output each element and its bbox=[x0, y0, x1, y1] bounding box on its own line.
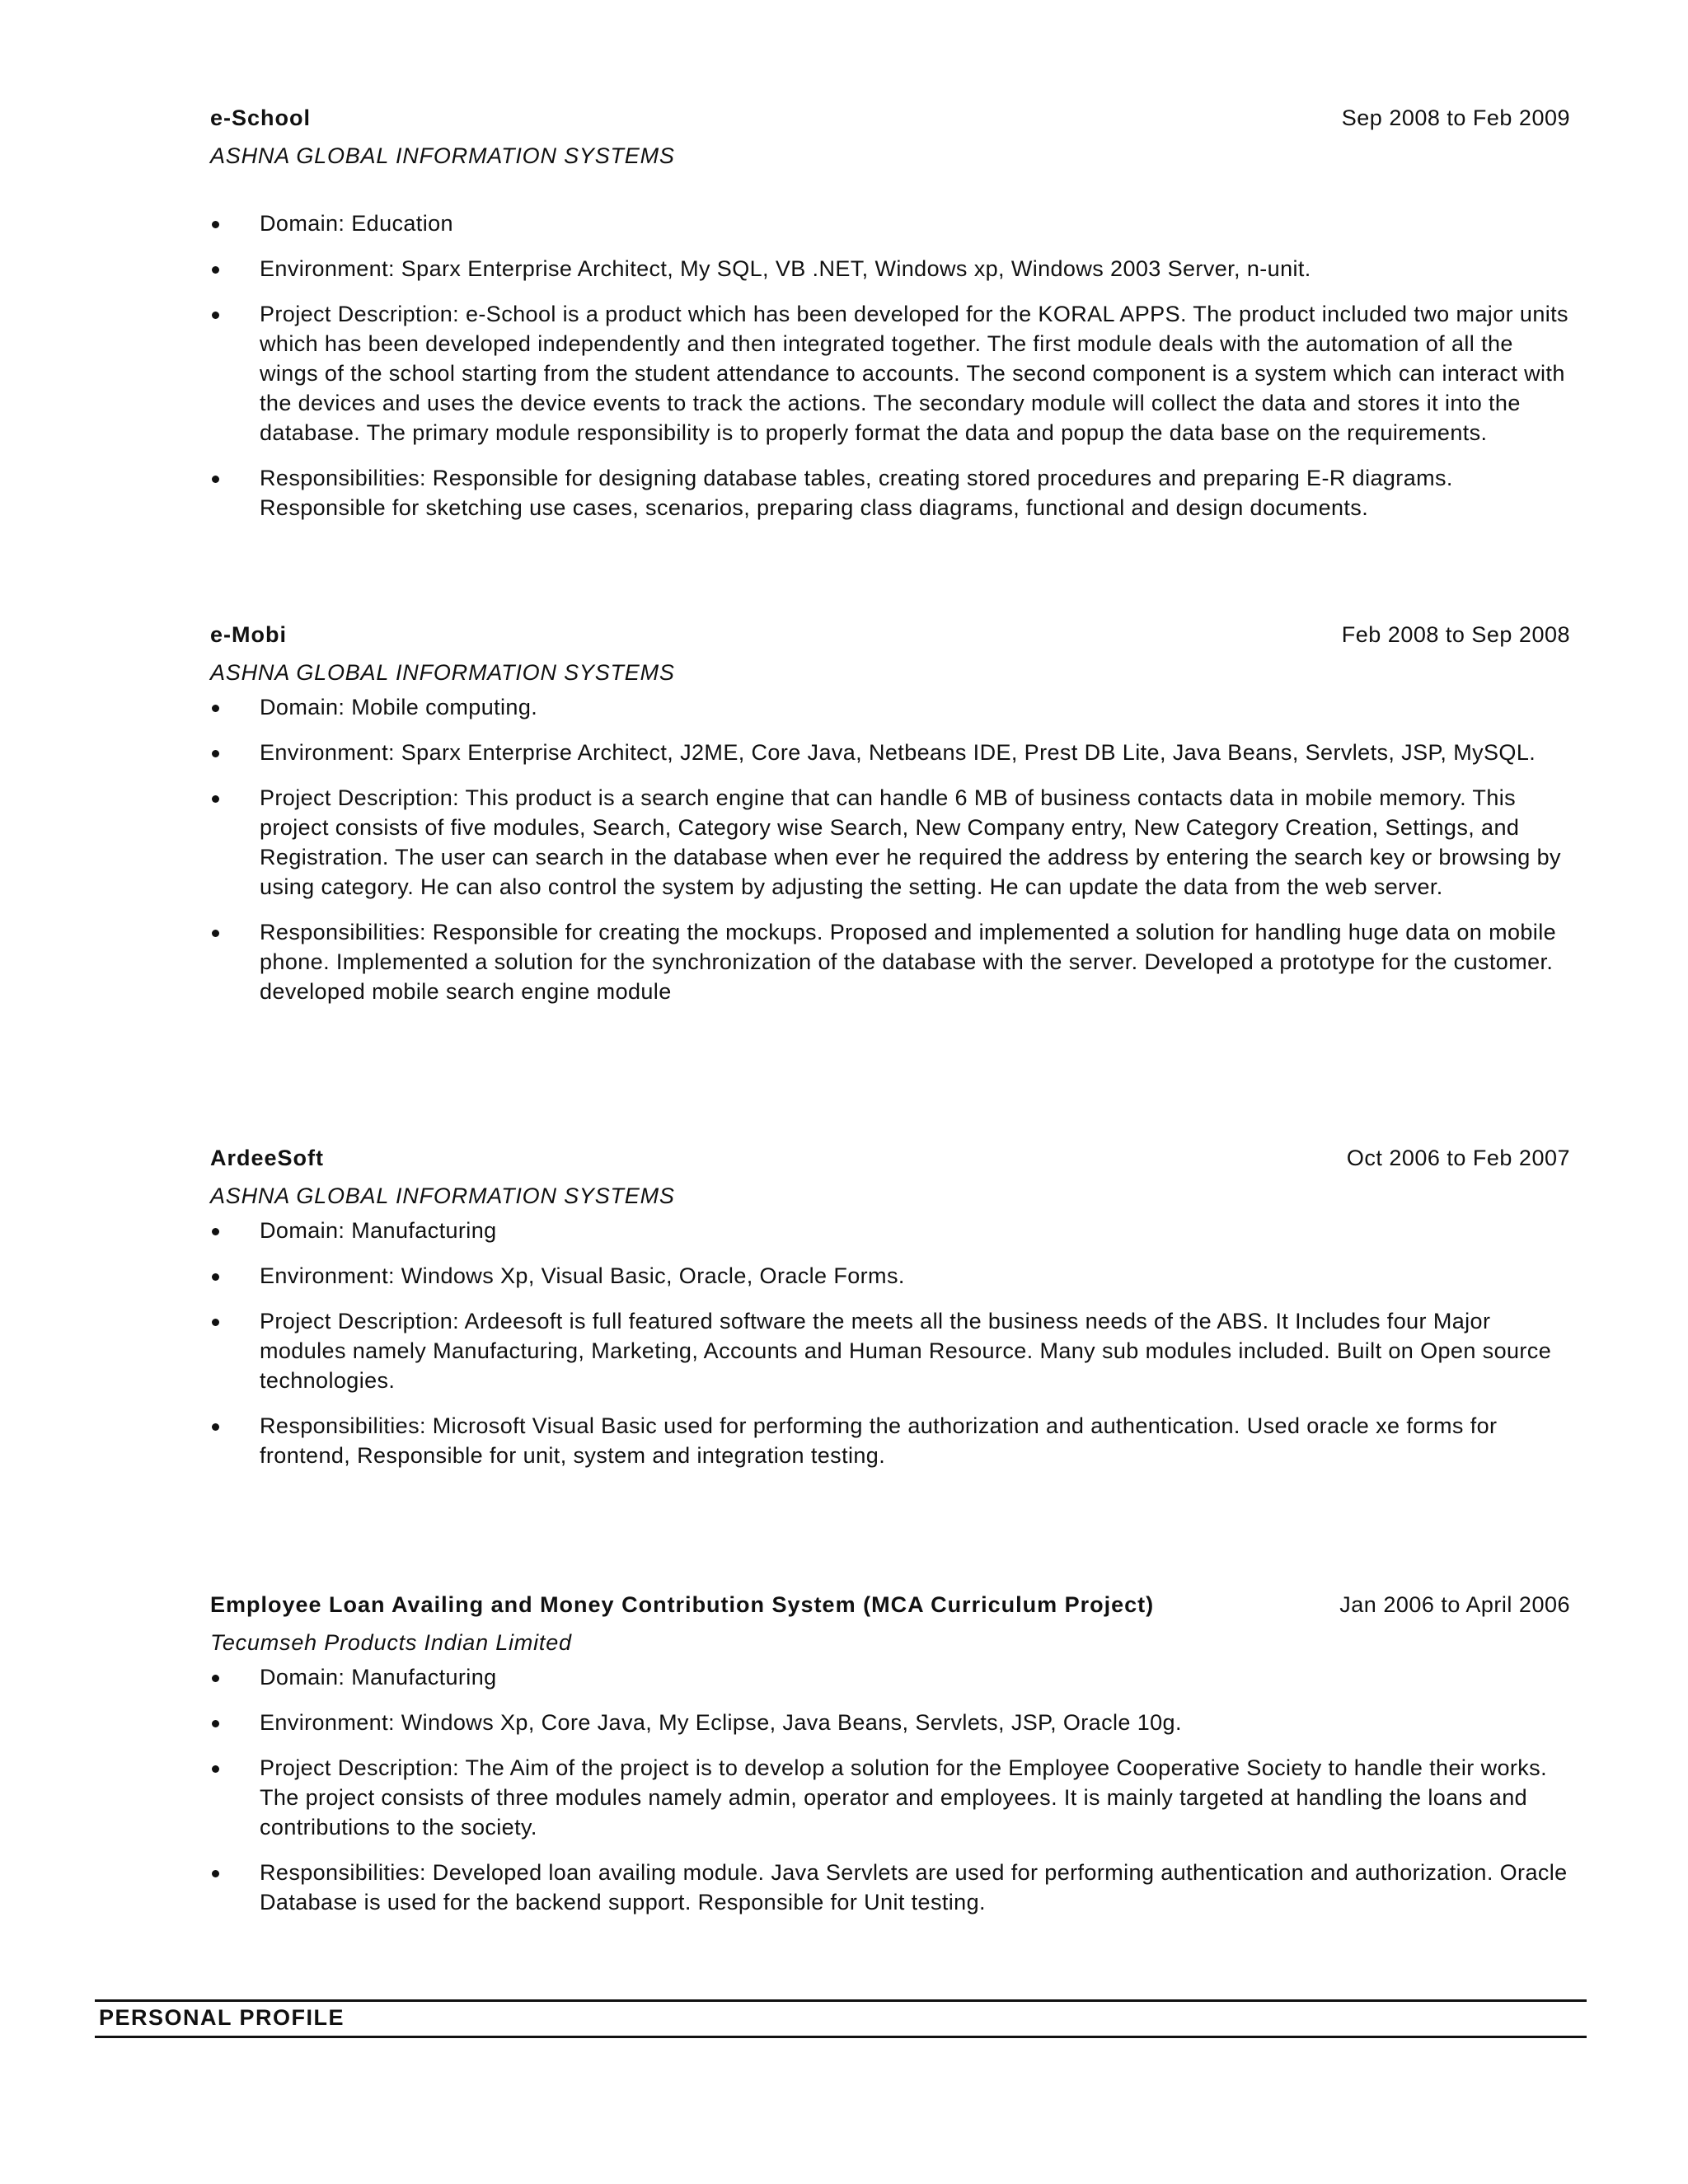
project-environment: Environment: Windows Xp, Core Java, My Eclipse, Java Beans, Servlets, JSP, Oracle 10g. bbox=[210, 1708, 1570, 1737]
project-date: Oct 2006 to Feb 2007 bbox=[1346, 1146, 1570, 1170]
project-domain: Domain: Education bbox=[210, 209, 1570, 238]
project-description: Project Description: The Aim of the project is to develop a solution for the Employee Cooperative Society to handle their works. The project consists of three modules namely admin, operator and employees. It is mainly targeted at handling the loans and contributions to the society. bbox=[210, 1753, 1570, 1842]
project-environment: Environment: Windows Xp, Visual Basic, Oracle, Oracle Forms. bbox=[210, 1261, 1570, 1291]
section-divider-bottom bbox=[95, 2036, 1587, 2038]
project-date: Jan 2006 to April 2006 bbox=[1339, 1592, 1570, 1617]
project-title: e-School bbox=[210, 105, 312, 130]
project-title: ArdeeSoft bbox=[210, 1146, 325, 1170]
project-header bbox=[210, 105, 1570, 138]
project-details-list bbox=[210, 1216, 1570, 1470]
project-responsibilities: Responsibilities: Developed loan availing module. Java Servlets are used for performing authentication and authorization. Oracle Database is used for the backend support. Responsible for Unit testing. bbox=[210, 1858, 1570, 1917]
project-header bbox=[210, 622, 1570, 655]
project-e-school bbox=[210, 105, 1570, 538]
project-e-mobi bbox=[210, 622, 1570, 1022]
project-responsibilities: Responsibilities: Responsible for designing database tables, creating stored procedures and preparing E-R diagrams. Responsible for sketching use cases, scenarios, preparing class diagrams, functional and design documents. bbox=[210, 463, 1570, 523]
project-domain: Domain: Manufacturing bbox=[210, 1216, 1570, 1245]
project-domain: Domain: Manufacturing bbox=[210, 1662, 1570, 1692]
project-company: ASHNA GLOBAL INFORMATION SYSTEMS bbox=[210, 1183, 675, 1208]
project-environment: Environment: Sparx Enterprise Architect, J2ME, Core Java, Netbeans IDE, Prest DB Lite, Java Beans, Servlets, JSP, MySQL. bbox=[210, 738, 1570, 767]
project-responsibilities: Responsibilities: Microsoft Visual Basic used for performing the authorization and authentication. Used oracle xe forms for frontend, Responsible for unit, system and integration testing. bbox=[210, 1411, 1570, 1470]
project-environment: Environment: Sparx Enterprise Architect, My SQL, VB .NET, Windows xp, Windows 2003 Server, n-unit. bbox=[210, 254, 1570, 284]
project-date: Sep 2008 to Feb 2009 bbox=[1341, 105, 1570, 130]
project-details-list bbox=[210, 209, 1570, 523]
project-description: Project Description: Ardeesoft is full featured software the meets all the business needs of the ABS. It Includes four Major modules namely Manufacturing, Marketing, Accounts and Human Resource. Many sub modules included. Built on Open source technologies. bbox=[210, 1306, 1570, 1395]
project-company: Tecumseh Products Indian Limited bbox=[210, 1630, 572, 1655]
project-details-list bbox=[210, 692, 1570, 1006]
project-company: ASHNA GLOBAL INFORMATION SYSTEMS bbox=[210, 660, 675, 685]
project-ardeesoft bbox=[210, 1146, 1570, 1486]
project-company: ASHNA GLOBAL INFORMATION SYSTEMS bbox=[210, 143, 675, 168]
section-divider-top bbox=[95, 1999, 1587, 2002]
project-description: Project Description: This product is a search engine that can handle 6 MB of business contacts data in mobile memory. This project consists of five modules, Search, Category wise Search, New Company entry, New Category Creation, Settings, and Registration. The user can search in the database when ever he required the address by entering the search key or browsing by using category. He can also control the system by adjusting the setting. He can update the data from the web server. bbox=[210, 783, 1570, 902]
project-details-list bbox=[210, 1662, 1570, 1917]
project-domain: Domain: Mobile computing. bbox=[210, 692, 1570, 722]
project-title: e-Mobi bbox=[210, 622, 287, 647]
section-heading-personal-profile: PERSONAL PROFILE bbox=[99, 2005, 345, 2030]
project-header bbox=[210, 1592, 1570, 1625]
project-date: Feb 2008 to Sep 2008 bbox=[1341, 622, 1570, 647]
project-header bbox=[210, 1146, 1570, 1179]
project-description: Project Description: e-School is a product which has been developed for the KORAL APPS. The product included two major units which has been developed independently and then integrated together. The first module deals with the automation of all the wings of the school starting from the student attendance to accounts. The second component is a system which can interact with the devices and uses the device events to track the actions. The secondary module will collect the data and stores it into the database. The primary module responsibility is to properly format the data and popup the data base on the requirements. bbox=[210, 299, 1570, 448]
project-employee-loan bbox=[210, 1592, 1570, 1933]
project-title: Employee Loan Availing and Money Contribution System (MCA Curriculum Project) bbox=[210, 1592, 1155, 1617]
project-responsibilities: Responsibilities: Responsible for creating the mockups. Proposed and implemented a solution for handling huge data on mobile phone. Implemented a solution for the synchronization of the database with the server. Developed a prototype for the customer. developed mobile search engine module bbox=[210, 917, 1570, 1006]
